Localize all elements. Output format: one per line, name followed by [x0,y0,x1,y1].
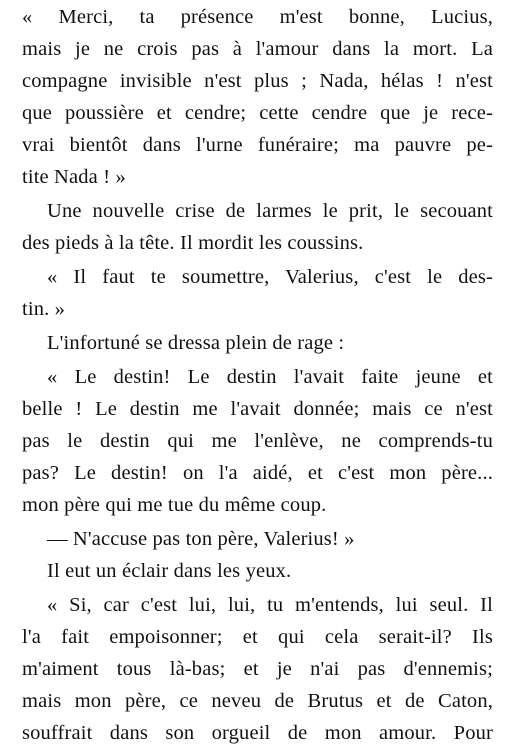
text-line: « Si, car c'est lui, lui, tu m'entends, lui seul. Il [47,594,493,616]
text-line: tin. » [22,298,66,320]
text-line: belle ! Le destin me l'avait donnée; mais ce n'est [22,398,493,420]
text-line: tite Nada ! » [22,166,126,188]
text-line: vrai bientôt dans l'urne funéraire; ma pauvre pe- [22,134,493,156]
text-line: « Le destin! Le destin l'avait faite jeune et [47,366,493,388]
text-line: — N'accuse pas ton père, Valerius! » [47,528,355,550]
text-line: « Il faut te soumettre, Valerius, c'est le des- [47,266,493,288]
text-line: pas? Le destin! on l'a aidé, et c'est mon père... [22,462,493,484]
text-line: « Merci, ta présence m'est bonne, Lucius, [22,6,493,28]
text-line: compagne invisible n'est plus ; Nada, hélas ! n'est [22,70,493,92]
text-line: mais je ne crois pas à l'amour dans la mort. La [22,38,493,60]
text-line: des pieds à la tête. Il mordit les coussins. [22,232,364,254]
text-line: souffrait dans son orgueil de mon amour. Pour [22,722,493,744]
text-line: L'infortuné se dressa plein de rage : [47,332,345,354]
text-line: l'a fait empoisonner; et qui cela serait-il? Ils [22,626,493,648]
text-line: que poussière et cendre; cette cendre que je rece- [22,102,493,124]
text-line: Il eut un éclair dans les yeux. [47,560,292,582]
text-line: mon père qui me tue du même coup. [22,494,327,516]
text-line: Une nouvelle crise de larmes le prit, le secouant [47,200,493,222]
text-line: pas le destin qui me l'enlève, ne comprends-tu [22,430,493,452]
text-line: mais mon père, ce neveu de Brutus et de Caton, [22,690,493,712]
text-line: m'aiment tous là-bas; et je n'ai pas d'ennemis; [22,658,493,680]
